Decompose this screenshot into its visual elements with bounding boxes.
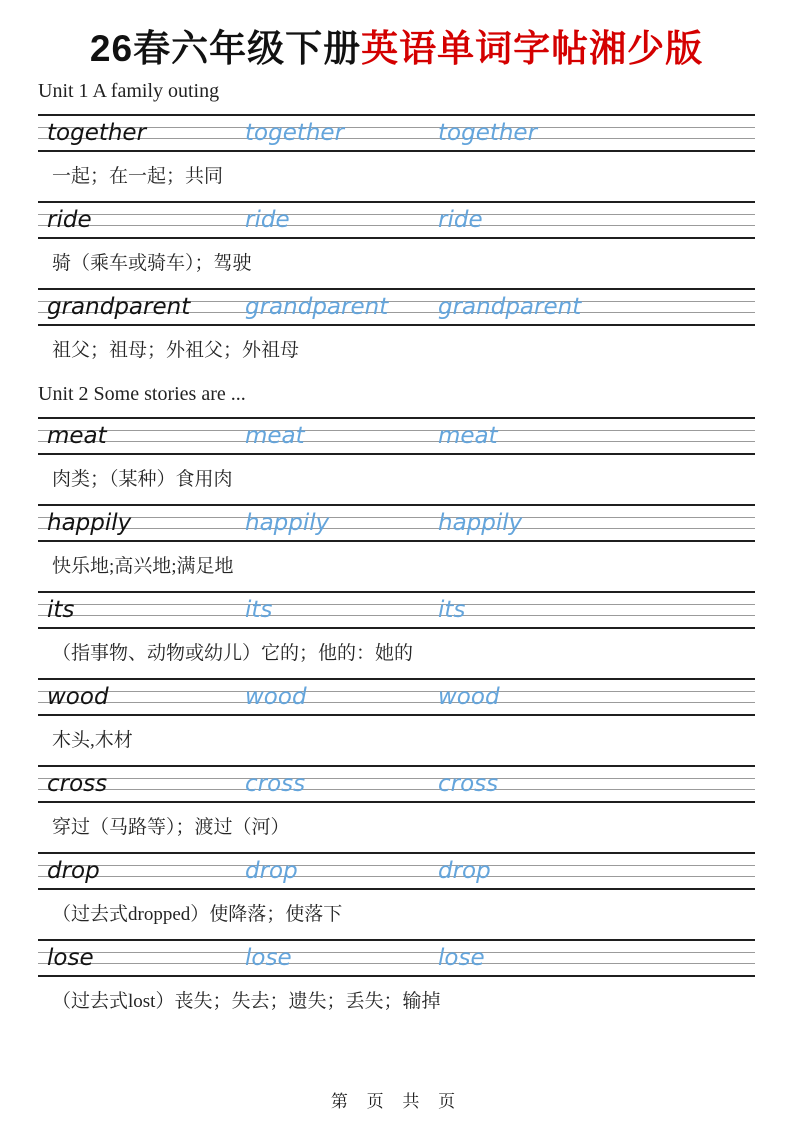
vocab-word: happily	[47, 510, 132, 537]
vocab-word-trace-2: happily	[438, 510, 523, 537]
vocab-word-trace-1: meat	[245, 423, 305, 450]
vocab-word-trace-1: together	[245, 120, 345, 147]
word-practice-block	[38, 852, 755, 939]
word-meaning: 骑（乘车或骑车）；驾驶	[52, 253, 252, 275]
vocab-word-trace-2: cross	[438, 771, 499, 798]
word-meaning: 祖父；祖母；外祖父；外祖母	[52, 340, 300, 362]
word-practice-block	[38, 201, 755, 288]
vocab-word-trace-2: together	[438, 120, 538, 147]
word-meaning: （指事物、动物或幼儿）它的；他的：她的	[52, 643, 414, 665]
handwriting-stave	[38, 201, 755, 239]
vocab-word-trace-1: grandparent	[245, 294, 389, 321]
word-sections	[38, 80, 755, 1026]
vocab-word-trace-1: cross	[245, 771, 306, 798]
vocab-word: lose	[47, 945, 94, 972]
word-meaning: 穿过（马路等）；渡过（河）	[52, 817, 290, 839]
vocab-word: its	[47, 597, 75, 624]
vocab-word-trace-2: meat	[438, 423, 498, 450]
word-practice-block	[38, 114, 755, 201]
vocab-word-trace-2: ride	[438, 207, 483, 234]
word-practice-block	[38, 288, 755, 375]
vocab-word-trace-1: its	[245, 597, 273, 624]
unit-header-1: Unit 1 A family outing	[38, 80, 220, 103]
handwriting-stave	[38, 852, 755, 890]
vocab-word: drop	[47, 858, 100, 885]
handwriting-stave	[38, 114, 755, 152]
page-title-black: 26春六年级下册	[89, 28, 362, 69]
word-meaning: 肉类；（某种）食用肉	[52, 469, 233, 491]
vocab-word-trace-1: drop	[245, 858, 298, 885]
word-practice-block	[38, 504, 755, 591]
handwriting-stave	[38, 504, 755, 542]
word-meaning: 一起；在一起；共同	[52, 166, 224, 188]
page-title	[38, 26, 755, 72]
word-practice-block	[38, 417, 755, 504]
word-meaning: 木头,木材	[52, 730, 133, 752]
word-meaning: （过去式lost）丧失；失去；遗失；丢失；输掉	[52, 991, 441, 1013]
vocab-word-trace-2: wood	[438, 684, 500, 711]
vocab-word: ride	[47, 207, 92, 234]
vocab-word-trace-1: ride	[245, 207, 290, 234]
handwriting-stave	[38, 939, 755, 977]
word-meaning: （过去式dropped）使降落；使落下	[52, 904, 343, 926]
word-meaning: 快乐地;高兴地;满足地	[52, 556, 234, 578]
word-practice-block	[38, 678, 755, 765]
handwriting-stave	[38, 678, 755, 716]
vocab-word: cross	[47, 771, 108, 798]
vocab-word-trace-1: wood	[245, 684, 307, 711]
vocab-word-trace-2: its	[438, 597, 466, 624]
unit-header-2: Unit 2 Some stories are ...	[38, 383, 246, 406]
word-practice-block	[38, 591, 755, 678]
handwriting-stave	[38, 288, 755, 326]
vocab-word-trace-1: happily	[245, 510, 330, 537]
vocab-word-trace-2: grandparent	[438, 294, 582, 321]
word-practice-block	[38, 765, 755, 852]
vocab-word: grandparent	[47, 294, 191, 321]
handwriting-stave	[38, 417, 755, 455]
vocab-word-trace-2: lose	[438, 945, 485, 972]
vocab-word-trace-2: drop	[438, 858, 491, 885]
page-title-red: 英语单词字帖湘少版	[361, 28, 704, 69]
handwriting-stave	[38, 591, 755, 629]
vocab-word: meat	[47, 423, 107, 450]
handwriting-stave	[38, 765, 755, 803]
word-practice-block	[38, 939, 755, 1026]
page-footer: 第 页 共 页	[330, 1092, 463, 1111]
vocab-word: together	[47, 120, 147, 147]
vocab-word-trace-1: lose	[245, 945, 292, 972]
vocab-word: wood	[47, 684, 109, 711]
